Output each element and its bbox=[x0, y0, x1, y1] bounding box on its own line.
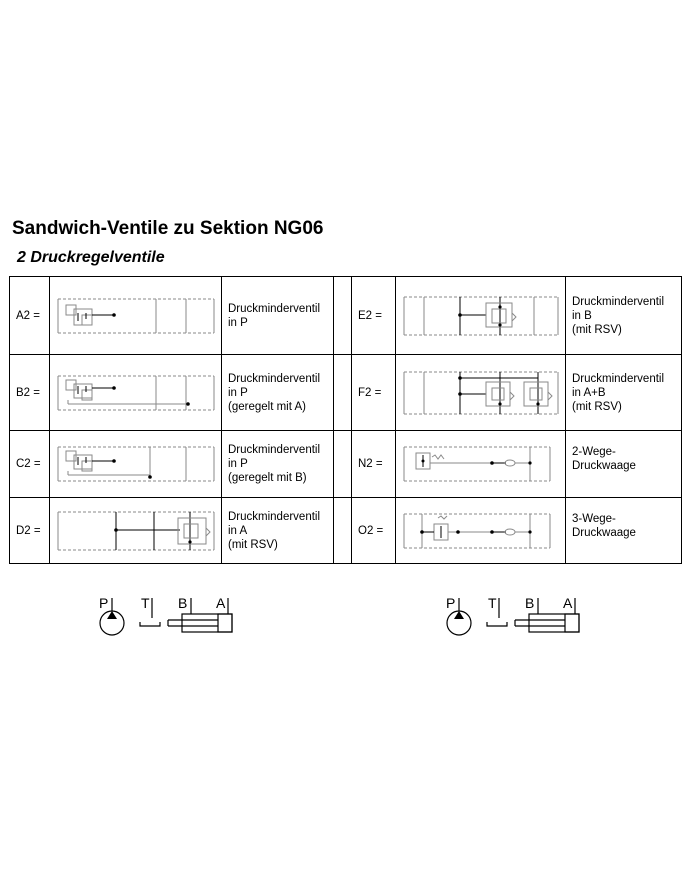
port-label-t: T bbox=[141, 595, 150, 611]
valve-symbol-e2 bbox=[396, 277, 566, 355]
valve-code: A2 = bbox=[10, 277, 50, 355]
valve-description: Druckminderventil in P bbox=[222, 277, 334, 355]
valve-symbol-a2 bbox=[50, 277, 222, 355]
port-label-a: A bbox=[563, 595, 573, 611]
port-legend-right bbox=[443, 592, 583, 636]
page-title: Sandwich-Ventile zu Sektion NG06 bbox=[12, 218, 324, 239]
valve-code: F2 = bbox=[352, 355, 396, 431]
table-row bbox=[10, 277, 682, 355]
valve-code: O2 = bbox=[352, 498, 396, 564]
port-label-p: P bbox=[446, 595, 456, 611]
valve-symbol-o2 bbox=[396, 498, 566, 564]
table-spacer bbox=[334, 355, 352, 431]
port-label-b: B bbox=[525, 595, 535, 611]
valve-description: Druckminderventil in P (geregelt mit B) bbox=[222, 431, 334, 498]
table-row bbox=[10, 431, 682, 498]
valve-description: Druckminderventil in B (mit RSV) bbox=[566, 277, 682, 355]
valve-code: N2 = bbox=[352, 431, 396, 498]
valve-code: B2 = bbox=[10, 355, 50, 431]
table-spacer bbox=[334, 277, 352, 355]
port-label-b: B bbox=[178, 595, 188, 611]
port-label-p: P bbox=[99, 595, 109, 611]
port-label-a: A bbox=[216, 595, 226, 611]
valve-table bbox=[9, 276, 682, 564]
valve-symbol-d2 bbox=[50, 498, 222, 564]
valve-symbol-f2 bbox=[396, 355, 566, 431]
section-subtitle: 2 Druckregelventile bbox=[17, 249, 165, 266]
port-legend-left bbox=[96, 592, 236, 636]
valve-code: E2 = bbox=[352, 277, 396, 355]
valve-description: Druckminderventil in A (mit RSV) bbox=[222, 498, 334, 564]
valve-description: Druckminderventil in P (geregelt mit A) bbox=[222, 355, 334, 431]
port-label-t: T bbox=[488, 595, 497, 611]
table-spacer bbox=[334, 431, 352, 498]
valve-symbol-n2 bbox=[396, 431, 566, 498]
table-row bbox=[10, 355, 682, 431]
valve-description: 2-Wege- Druckwaage bbox=[566, 431, 682, 498]
table-row bbox=[10, 498, 682, 564]
valve-symbol-b2 bbox=[50, 355, 222, 431]
table-spacer bbox=[334, 498, 352, 564]
valve-description: Druckminderventil in A+B (mit RSV) bbox=[566, 355, 682, 431]
valve-symbol-c2 bbox=[50, 431, 222, 498]
valve-description: 3-Wege- Druckwaage bbox=[566, 498, 682, 564]
valve-code: C2 = bbox=[10, 431, 50, 498]
valve-code: D2 = bbox=[10, 498, 50, 564]
